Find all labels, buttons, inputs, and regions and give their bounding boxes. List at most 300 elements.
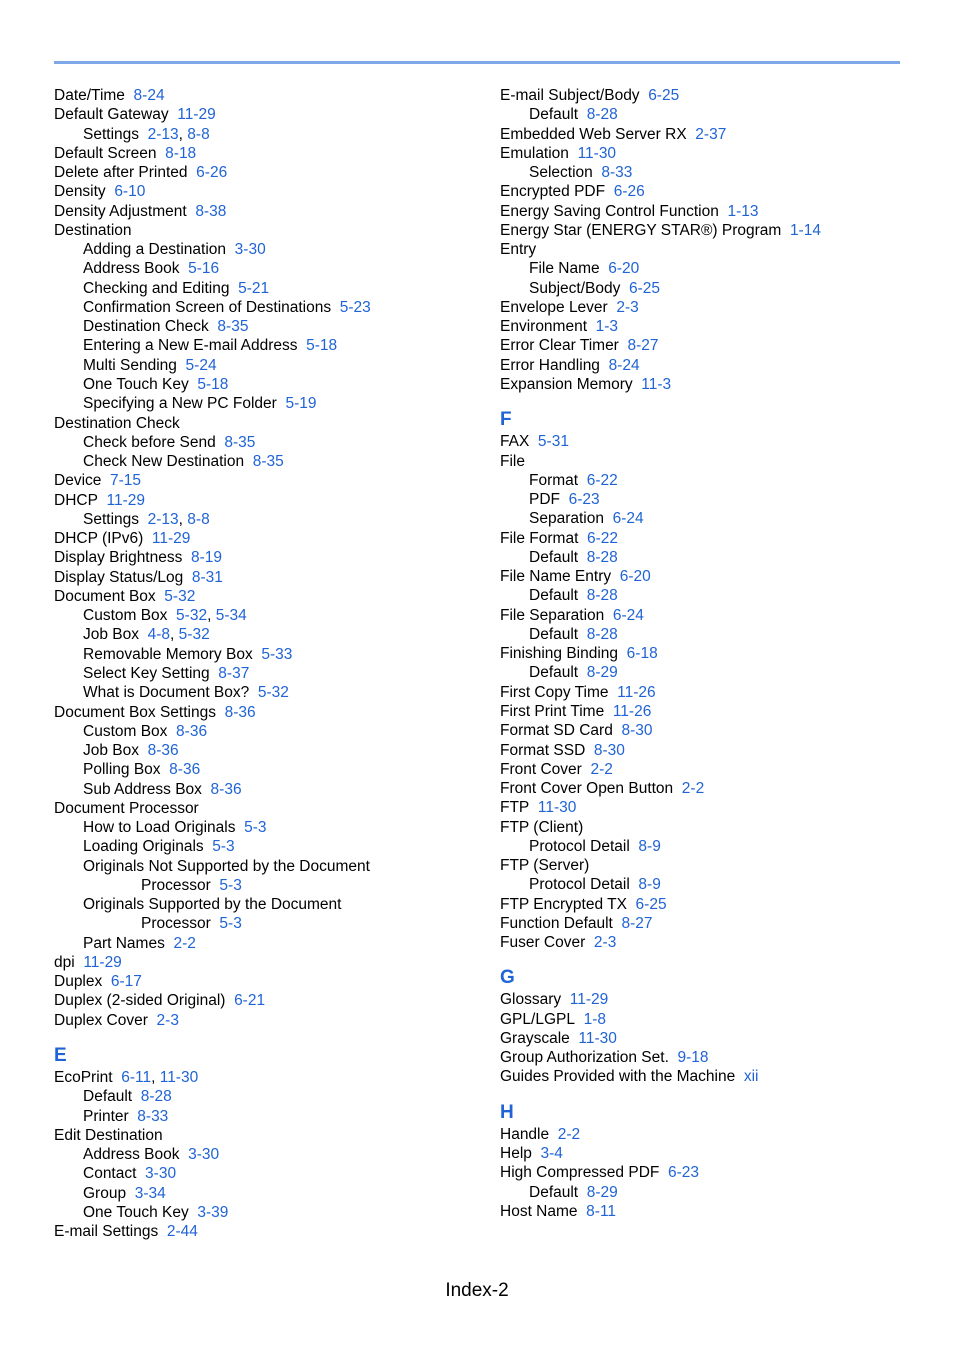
page-link[interactable]: xii [743, 1068, 759, 1086]
page-link[interactable]: 4-8 [147, 626, 171, 644]
index-section-letter: F [500, 409, 512, 431]
index-term: Job Box [83, 742, 140, 760]
page-link[interactable]: 1-13 [727, 202, 759, 220]
index-entry [500, 1125, 920, 1144]
page-link[interactable]: 6-20 [608, 260, 640, 278]
index-entry [54, 1011, 474, 1030]
page-references [673, 780, 704, 797]
page-link[interactable]: 8-28 [586, 548, 618, 566]
page-references [619, 337, 659, 354]
page-link[interactable]: 3-30 [188, 1146, 220, 1164]
index-term: Part Names [83, 934, 165, 952]
index-subentry [54, 317, 474, 336]
page-link[interactable]: 5-24 [185, 356, 217, 374]
page-references [101, 472, 141, 489]
index-entry [54, 414, 474, 433]
page-references [225, 992, 265, 1009]
page-link[interactable]: 11-29 [569, 991, 609, 1009]
index-entry [54, 1222, 474, 1241]
index-entry [500, 702, 920, 721]
page-link[interactable]: 5-31 [537, 433, 569, 451]
page-references [600, 260, 640, 277]
index-entry [500, 721, 920, 740]
page-link[interactable]: 6-20 [619, 568, 651, 586]
page-references [244, 453, 284, 470]
page-link[interactable]: 1-14 [789, 221, 821, 239]
index-term: Delete after Printed [54, 164, 188, 182]
page-link[interactable]: 6-18 [626, 645, 658, 663]
index-term: Group [83, 1184, 127, 1202]
index-term: Host Name [500, 1202, 578, 1220]
page-link[interactable]: 11-26 [612, 702, 652, 720]
page-link[interactable]: 6-24 [612, 606, 644, 624]
page-link[interactable]: 8-31 [191, 568, 223, 586]
index-term: Help [500, 1145, 532, 1163]
page-link[interactable]: 6-25 [628, 279, 660, 297]
page-link[interactable]: 8-19 [190, 549, 223, 567]
index-subentry [54, 934, 474, 953]
index-term: Specifying a New PC Folder [83, 395, 277, 413]
page-link[interactable]: 5-32 [164, 587, 196, 605]
page-link[interactable]: 11-30 [578, 1029, 617, 1047]
index-entry [500, 336, 920, 355]
page-link[interactable]: 6-17 [110, 973, 142, 991]
index-term: Emulation [500, 144, 569, 162]
page-link[interactable]: 5-32 [176, 607, 208, 625]
index-entry [54, 529, 474, 548]
page-link[interactable]: 11-26 [617, 683, 656, 701]
page-link[interactable]: 6-10 [114, 183, 146, 201]
index-section-letter: G [500, 967, 515, 989]
index-subentry [500, 509, 920, 528]
page-references [187, 203, 227, 220]
index-term: Destination [54, 221, 132, 239]
page-link[interactable]: 5-3 [219, 915, 242, 933]
page-references [560, 491, 600, 508]
index-subentry [54, 240, 474, 259]
index-term: Settings [83, 510, 140, 528]
index-term: EcoPrint [54, 1069, 113, 1087]
index-subentry [54, 1164, 474, 1183]
page-references [578, 1184, 618, 1201]
page-link[interactable]: 8-36 [147, 742, 179, 760]
page-references [669, 1049, 709, 1066]
page-link[interactable]: 8-28 [586, 106, 618, 124]
index-term: Edit Destination [54, 1126, 163, 1144]
page-link[interactable]: 8-30 [593, 741, 625, 759]
page-link[interactable]: 8-29 [586, 664, 618, 682]
page-references [578, 549, 618, 566]
page-references [211, 877, 242, 894]
page-references [578, 530, 618, 547]
index-term: dpi [54, 953, 75, 971]
page-references [126, 1185, 166, 1202]
index-entry [54, 182, 474, 201]
page-link[interactable]: 5-18 [306, 337, 338, 355]
index-term: Confirmation Screen of Destinations [83, 298, 332, 316]
page-link[interactable]: 1-3 [595, 318, 619, 336]
page-references [249, 684, 289, 701]
page-link[interactable]: 2-3 [593, 934, 617, 952]
index-term: Energy Star (ENERGY STAR®) Program [500, 221, 782, 239]
index-term: Format [529, 471, 579, 489]
page-references [633, 376, 672, 393]
index-subentry [54, 375, 474, 394]
index-term: Duplex [54, 973, 103, 991]
page-link[interactable]: 8-9 [638, 837, 661, 855]
page-references [204, 838, 235, 855]
page-link[interactable]: 1-8 [583, 1010, 606, 1028]
page-link[interactable]: 5-32 [257, 684, 289, 702]
index-term: Document Box [54, 587, 156, 605]
page-references [106, 183, 146, 200]
index-entry [54, 587, 474, 606]
page-link[interactable]: 2-13 [147, 510, 179, 528]
index-term: Default [529, 1183, 579, 1201]
page-link[interactable]: 11-30 [577, 144, 617, 162]
page-references [182, 549, 222, 566]
index-entry [500, 125, 920, 144]
page-link[interactable]: 6-22 [587, 529, 619, 547]
index-entry [54, 991, 474, 1010]
page-references [157, 145, 197, 162]
index-term: Grayscale [500, 1029, 570, 1047]
page-link[interactable]: 8-24 [608, 356, 640, 374]
page-link[interactable]: 8-38 [195, 202, 227, 220]
index-subentry [54, 279, 474, 298]
page-references [578, 472, 618, 489]
header-rule [54, 61, 900, 64]
page-link[interactable]: 3-34 [134, 1184, 166, 1202]
index-subentry [54, 606, 474, 625]
page-link[interactable]: 5-19 [285, 395, 317, 413]
page-link[interactable]: 8-35 [252, 453, 284, 471]
page-references [604, 703, 651, 720]
index-term: First Copy Time [500, 683, 609, 701]
index-term: Separation [529, 510, 604, 528]
page-link[interactable]: 8-36 [169, 761, 201, 779]
page-link[interactable]: 5-3 [212, 838, 235, 856]
page-link[interactable]: 8-28 [586, 587, 618, 605]
index-column-left [54, 86, 474, 1241]
page-number: Index-2 [445, 1280, 509, 1301]
page-link[interactable]: 6-26 [196, 164, 228, 182]
index-term: Default [529, 548, 579, 566]
index-subentry [54, 510, 474, 529]
page-link[interactable]: 8-33 [137, 1107, 169, 1125]
page-link[interactable]: 8-27 [627, 337, 659, 355]
page-link[interactable]: 3-30 [234, 241, 266, 259]
index-subentry [500, 1183, 920, 1202]
page-link[interactable]: 8-36 [210, 780, 242, 798]
index-entry [500, 240, 920, 259]
page-link[interactable]: 3-4 [540, 1145, 563, 1163]
index-term: E-mail Subject/Body [500, 87, 640, 104]
page-references [611, 568, 651, 585]
index-term: One Touch Key [83, 375, 189, 393]
page-link[interactable]: 2-44 [166, 1223, 198, 1241]
index-entry [500, 1202, 920, 1221]
page-references [608, 299, 639, 316]
page-link[interactable]: 2-13 [147, 125, 179, 143]
index-term: One Touch Key [83, 1203, 189, 1221]
page-references [210, 665, 250, 682]
index-entry [500, 529, 920, 548]
index-term: Adding a Destination [83, 241, 227, 259]
index-entry [500, 914, 920, 933]
index-subentry [54, 433, 474, 452]
index-entry [54, 799, 474, 818]
index-subentry [54, 837, 474, 856]
index-subentry [54, 625, 474, 644]
index-term: Processor [141, 915, 211, 933]
page-link[interactable]: 8-33 [601, 164, 633, 182]
page-references [687, 126, 727, 143]
page-link[interactable]: 11-29 [151, 530, 191, 548]
page-link[interactable]: 8-8 [187, 510, 210, 528]
index-term: Custom Box [83, 607, 168, 625]
page-link[interactable]: 6-26 [613, 183, 645, 201]
page-references [569, 145, 616, 162]
index-entry [54, 221, 474, 240]
index-term: Processor [141, 876, 211, 894]
page-references [719, 203, 759, 220]
page-references: 2-13, 8-8 [147, 125, 210, 143]
index-entry [500, 1163, 920, 1182]
page-link[interactable]: 9-18 [677, 1049, 709, 1067]
page-link[interactable]: 2-3 [616, 298, 639, 316]
page-references [781, 222, 821, 239]
index-subentry [54, 683, 474, 702]
page-link[interactable]: 6-25 [648, 87, 680, 104]
page-references [593, 164, 633, 181]
page-link[interactable]: 5-3 [244, 819, 267, 837]
index-term: File [500, 452, 525, 470]
index-term: Embedded Web Server RX [500, 125, 687, 143]
index-term: Envelope Lever [500, 298, 608, 316]
index-term: FTP (Client) [500, 818, 584, 836]
index-term: Device [54, 472, 102, 490]
page-link[interactable]: 8-37 [218, 664, 250, 682]
index-subentry [54, 857, 474, 876]
page-references [529, 433, 569, 450]
page-link[interactable]: 6-25 [635, 895, 667, 913]
page-link[interactable]: 8-9 [638, 876, 661, 894]
index-term: Check New Destination [83, 453, 245, 471]
page-references [277, 395, 317, 412]
index-entry [54, 568, 474, 587]
page-link[interactable]: 8-35 [224, 433, 256, 451]
page-link[interactable]: 2-2 [590, 760, 613, 778]
page-references [209, 318, 249, 335]
page-references [582, 761, 613, 778]
index-term: Fuser Cover [500, 934, 586, 952]
page-link[interactable]: 8-28 [140, 1088, 172, 1106]
page-link[interactable]: 5-23 [339, 298, 371, 316]
page-link[interactable]: 8-35 [217, 318, 249, 336]
page-references [570, 1030, 617, 1047]
index-term: High Compressed PDF [500, 1164, 660, 1182]
index-entry [500, 990, 920, 1009]
page-link[interactable]: 5-21 [238, 279, 270, 297]
page-references [578, 626, 618, 643]
index-term: Format SD Card [500, 722, 613, 740]
index-entry [500, 856, 920, 875]
index-entry [500, 356, 920, 375]
index-subentry [54, 125, 474, 144]
index-subentry [54, 818, 474, 837]
index-subentry [54, 1107, 474, 1126]
index-term: Document Box Settings [54, 703, 216, 721]
index-entry [54, 953, 474, 972]
page-link[interactable]: 2-2 [173, 934, 196, 952]
page-link[interactable]: 8-29 [586, 1183, 618, 1201]
page-link[interactable]: 6-21 [234, 992, 266, 1010]
page-references [143, 530, 190, 547]
index-subentry [500, 490, 920, 509]
page-references [600, 357, 640, 374]
index-subentry [54, 741, 474, 760]
index-subentry [54, 1184, 474, 1203]
index-term: Format SSD [500, 741, 586, 759]
index-entry [54, 86, 474, 105]
page-link[interactable]: 3-39 [197, 1203, 229, 1221]
page-link[interactable]: 2-2 [681, 780, 705, 798]
page-link[interactable]: 8-36 [224, 703, 256, 721]
page-link[interactable]: 2-3 [156, 1011, 179, 1029]
index-section-letter: E [54, 1045, 67, 1067]
page-references [177, 357, 217, 374]
page-references [640, 87, 680, 104]
index-entry [500, 182, 920, 201]
page-references [549, 1126, 580, 1143]
index-term: Error Clear Timer [500, 337, 619, 355]
page-link[interactable]: 6-23 [568, 491, 600, 509]
page-link[interactable]: 8-8 [187, 125, 210, 143]
page-references [253, 646, 293, 663]
page-link[interactable]: 5-3 [219, 876, 242, 894]
index-entry [500, 1144, 920, 1163]
page-link[interactable]: 8-18 [165, 144, 197, 162]
page-references [620, 280, 660, 297]
index-subentry [54, 336, 474, 355]
page-references [585, 742, 625, 759]
page-references [169, 106, 216, 123]
page-link[interactable]: 6-22 [586, 471, 618, 489]
page-link[interactable]: 8-24 [133, 87, 165, 104]
index-entry [500, 452, 920, 471]
index-entry [500, 1067, 920, 1086]
page-references [561, 991, 608, 1008]
index-term: File Separation [500, 606, 605, 624]
page-link[interactable]: 8-11 [586, 1202, 617, 1220]
page-link[interactable]: 11-29 [177, 106, 216, 124]
index-term: Handle [500, 1125, 550, 1143]
index-entry [500, 1029, 920, 1048]
index-term: First Print Time [500, 702, 605, 720]
page-link[interactable]: 6-11 [121, 1069, 152, 1087]
page-link[interactable]: 11-30 [159, 1069, 199, 1087]
page-link[interactable]: 8-36 [176, 722, 208, 740]
index-term: Selection [529, 164, 593, 182]
page-link[interactable]: 11-30 [537, 799, 577, 817]
page-link[interactable]: 8-30 [621, 722, 653, 740]
index-entry [500, 317, 920, 336]
page-references [587, 318, 618, 335]
index-subentry [500, 105, 920, 124]
page-link[interactable]: 5-16 [188, 260, 220, 278]
page-references: 2-13, 8-8 [147, 510, 210, 528]
page-link[interactable]: 5-32 [178, 626, 210, 644]
index-term: Front Cover Open Button [500, 780, 674, 798]
page-link[interactable]: 2-2 [557, 1125, 581, 1143]
index-term: File Name [529, 260, 600, 278]
page-link[interactable]: 2-37 [695, 125, 727, 143]
page-references [189, 1204, 229, 1221]
index-term: Default [529, 587, 579, 605]
index-subentry [500, 663, 920, 682]
index-entry [500, 895, 920, 914]
page-references [604, 607, 644, 624]
page-link[interactable]: 7-15 [110, 472, 142, 490]
index-subentry [54, 664, 474, 683]
page-link[interactable]: 11-29 [106, 491, 146, 509]
index-entry [500, 375, 920, 394]
page-link[interactable]: 6-23 [667, 1164, 700, 1182]
index-entry [54, 1126, 474, 1145]
page-link[interactable]: 5-33 [261, 645, 293, 663]
page-references [188, 164, 228, 181]
page-references [236, 819, 267, 836]
page-references [165, 935, 196, 952]
index-column-right [500, 86, 920, 1221]
index-term: Energy Saving Control Function [500, 202, 719, 220]
index-subentry [54, 1087, 474, 1106]
page-link[interactable]: 6-24 [612, 510, 644, 528]
page-references [627, 896, 667, 913]
index-entry [500, 221, 920, 240]
index-term: Date/Time [54, 87, 125, 104]
page-link[interactable]: 8-28 [586, 625, 618, 643]
page-references [75, 954, 122, 971]
page-references [578, 664, 618, 681]
index-term: Finishing Binding [500, 645, 619, 663]
page-link[interactable]: 5-34 [215, 607, 247, 625]
index-entry [500, 644, 920, 663]
index-subentry [54, 452, 474, 471]
index-term: FTP (Server) [500, 857, 590, 875]
index-term: PDF [529, 491, 560, 509]
page-link[interactable]: 11-29 [83, 953, 122, 971]
index-entry [54, 703, 474, 722]
index-term: Originals Supported by the Document [83, 896, 342, 914]
page-link[interactable]: 3-30 [145, 1165, 177, 1183]
page-references [226, 241, 266, 258]
page-link[interactable]: 8-27 [621, 914, 653, 932]
index-term: Destination Check [54, 414, 180, 432]
index-entry [500, 144, 920, 163]
page-link[interactable]: 5-18 [197, 375, 229, 393]
index-term: Protocol Detail [529, 837, 630, 855]
page-link[interactable]: 11-3 [641, 375, 672, 393]
page-references [132, 1088, 172, 1105]
index-entry [500, 798, 920, 817]
index-term: Encrypted PDF [500, 183, 606, 201]
index-subentry [54, 1203, 474, 1222]
page-references [129, 1108, 169, 1125]
index-subentry [500, 163, 920, 182]
index-term: Originals Not Supported by the Document [83, 857, 370, 875]
